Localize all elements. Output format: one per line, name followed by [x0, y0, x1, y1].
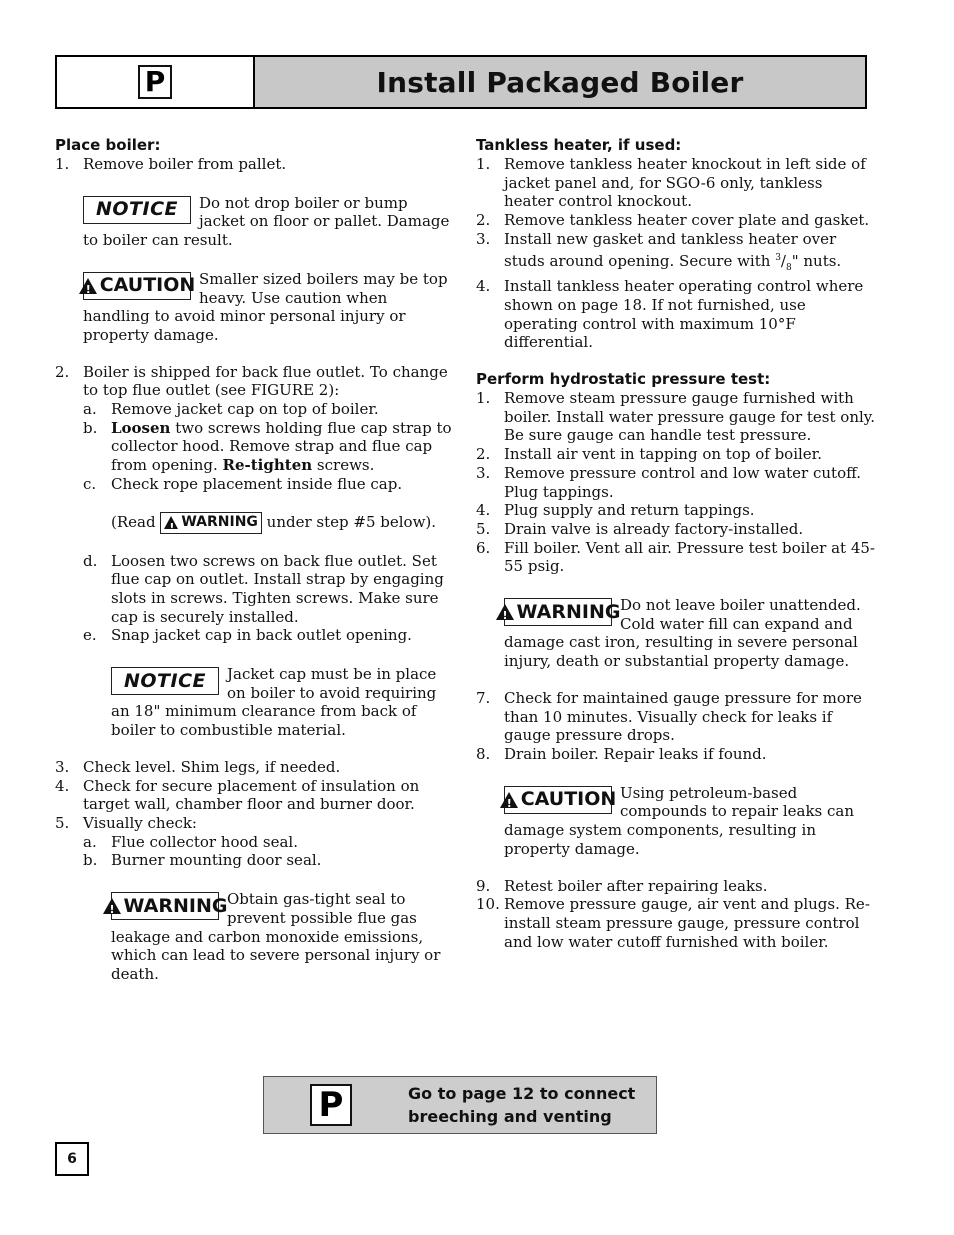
list-item: 10. Remove pressure gauge, air vent and plugs. Re-install steam pressure gauge, pressure control and low water cutoff furnished with boiler.: [476, 895, 870, 951]
sub-list-item: b. Loosen two screws holding flue cap strap to collector hood. Remove strap and flue cap from opening. Re-tighten screws.: [83, 418, 452, 475]
list-item: 8. Drain boiler. Repair leaks if found.: [476, 744, 767, 763]
sub-list-item: a. Flue collector hood seal.: [83, 832, 298, 851]
list-item: 3. Install new gasket and tankless heater over studs around opening. Secure with $^3/_8$" nuts.: [476, 229, 842, 273]
caution-box: ! CAUTION Using petroleum-based compounds to repair leaks can damage system components, resulting in property damage.: [504, 784, 876, 859]
list-item: 5. Drain valve is already factory-installed.: [476, 519, 804, 538]
warning-badge: ! WARNING: [111, 892, 219, 920]
warning-triangle-icon: [103, 898, 121, 914]
notice-badge: NOTICE: [111, 667, 219, 695]
list-item: 1. Remove boiler from pallet.: [55, 155, 287, 173]
caution-badge: ! CAUTION: [83, 272, 191, 300]
list-item: 3. Remove pressure control and low water cutoff. Plug tappings.: [476, 463, 861, 501]
warning-inline-badge: ! WARNING: [160, 512, 262, 534]
list-item: 1. Remove tankless heater knockout in left side of jacket panel and, for SGO-6 only, tankless heater control knockout.: [476, 155, 866, 211]
hydrostatic-test-heading: Perform hydrostatic pressure test:: [476, 370, 771, 389]
read-warning-note: (Read ! WARNING under step #5 below).: [111, 512, 455, 534]
list-item: 2. Install air vent in tapping on top of boiler.: [476, 445, 822, 464]
p-logo-icon: P: [138, 65, 172, 99]
right-column: [476, 136, 876, 951]
sub-list-item: e. Snap jacket cap in back outlet opening.: [83, 626, 412, 645]
list-item: 7. Check for maintained gauge pressure for more than 10 minutes. Visually check for leaks if gauge pressure drops.: [476, 688, 862, 745]
warning-box: ! WARNING Obtain gas-tight seal to prevent possible flue gas leakage and carbon monoxide emissions, which can lead to severe personal injury or death.: [111, 890, 455, 984]
sub-list-item: d. Loosen two screws on back flue outlet. Set flue cap on outlet. Install strap by engaging slots in screws. Tighten screws. Make sure cap is securely installed.: [83, 551, 444, 626]
sub-list-item: b. Burner mounting door seal.: [83, 851, 322, 870]
p-logo-icon: P: [310, 1084, 352, 1126]
warning-triangle-icon: [164, 516, 178, 529]
notice-box: NOTICE Jacket cap must be in place on boiler to avoid requiring an 18" minimum clearance from back of boiler to combustible material.: [111, 665, 437, 740]
notice-badge: NOTICE: [83, 196, 191, 224]
left-column: [55, 136, 455, 984]
list-item: 5. Visually check:: [55, 813, 197, 832]
place-boiler-heading: Place boiler:: [55, 136, 161, 154]
next-step-text: Go to page 12 to connect breeching and venting: [408, 1084, 636, 1126]
list-item: 4. Install tankless heater operating control where shown on page 18. If not furnished, use operating control with maximum 10°F differential.: [476, 277, 864, 352]
header-title-cell: [255, 57, 865, 107]
notice-box: NOTICE Do not drop boiler or bump jacket on floor or pallet. Damage to boiler can result.: [83, 193, 450, 250]
tankless-heater-heading: Tankless heater, if used:: [476, 136, 682, 154]
list-item: 1. Remove steam pressure gauge furnished with boiler. Install water pressure gauge for test only. Be sure gauge can handle test pressure.: [476, 389, 876, 445]
list-item: 2. Remove tankless heater cover plate and gasket.: [476, 211, 870, 230]
sub-list-item: a. Remove jacket cap on top of boiler.: [83, 400, 379, 419]
header-logo-cell: [57, 57, 255, 107]
list-item: 4. Check for secure placement of insulation on target wall, chamber floor and burner door.: [55, 776, 420, 814]
warning-triangle-icon: [500, 792, 518, 808]
next-step-callout: [263, 1076, 657, 1134]
list-item: 3. Check level. Shim legs, if needed.: [55, 757, 341, 776]
warning-triangle-icon: [79, 278, 97, 294]
warning-badge: ! WARNING: [504, 598, 612, 626]
warning-triangle-icon: [496, 604, 514, 620]
list-item: 4. Plug supply and return tappings.: [476, 501, 755, 520]
list-item: 2. Boiler is shipped for back flue outlet. To change to top flue outlet (see FIGURE 2):: [55, 362, 448, 400]
caution-box: ! CAUTION Smaller sized boilers may be top heavy. Use caution when handling to avoid minor personal injury or property damage.: [83, 270, 455, 345]
page-title: Install Packaged Boiler: [376, 65, 744, 99]
caution-badge: ! CAUTION: [504, 786, 612, 814]
page-header: [55, 55, 867, 109]
warning-box: ! WARNING Do not leave boiler unattended. Cold water fill can expand and damage cast iron, resulting in severe personal injury, death or substantial property damage.: [504, 596, 876, 671]
list-item: 6. Fill boiler. Vent all air. Pressure test boiler at 45-55 psig.: [476, 538, 875, 576]
list-item: 9. Retest boiler after repairing leaks.: [476, 876, 768, 895]
sub-list-item: c. Check rope placement inside flue cap.: [83, 474, 403, 493]
page-number: 6: [55, 1142, 89, 1176]
